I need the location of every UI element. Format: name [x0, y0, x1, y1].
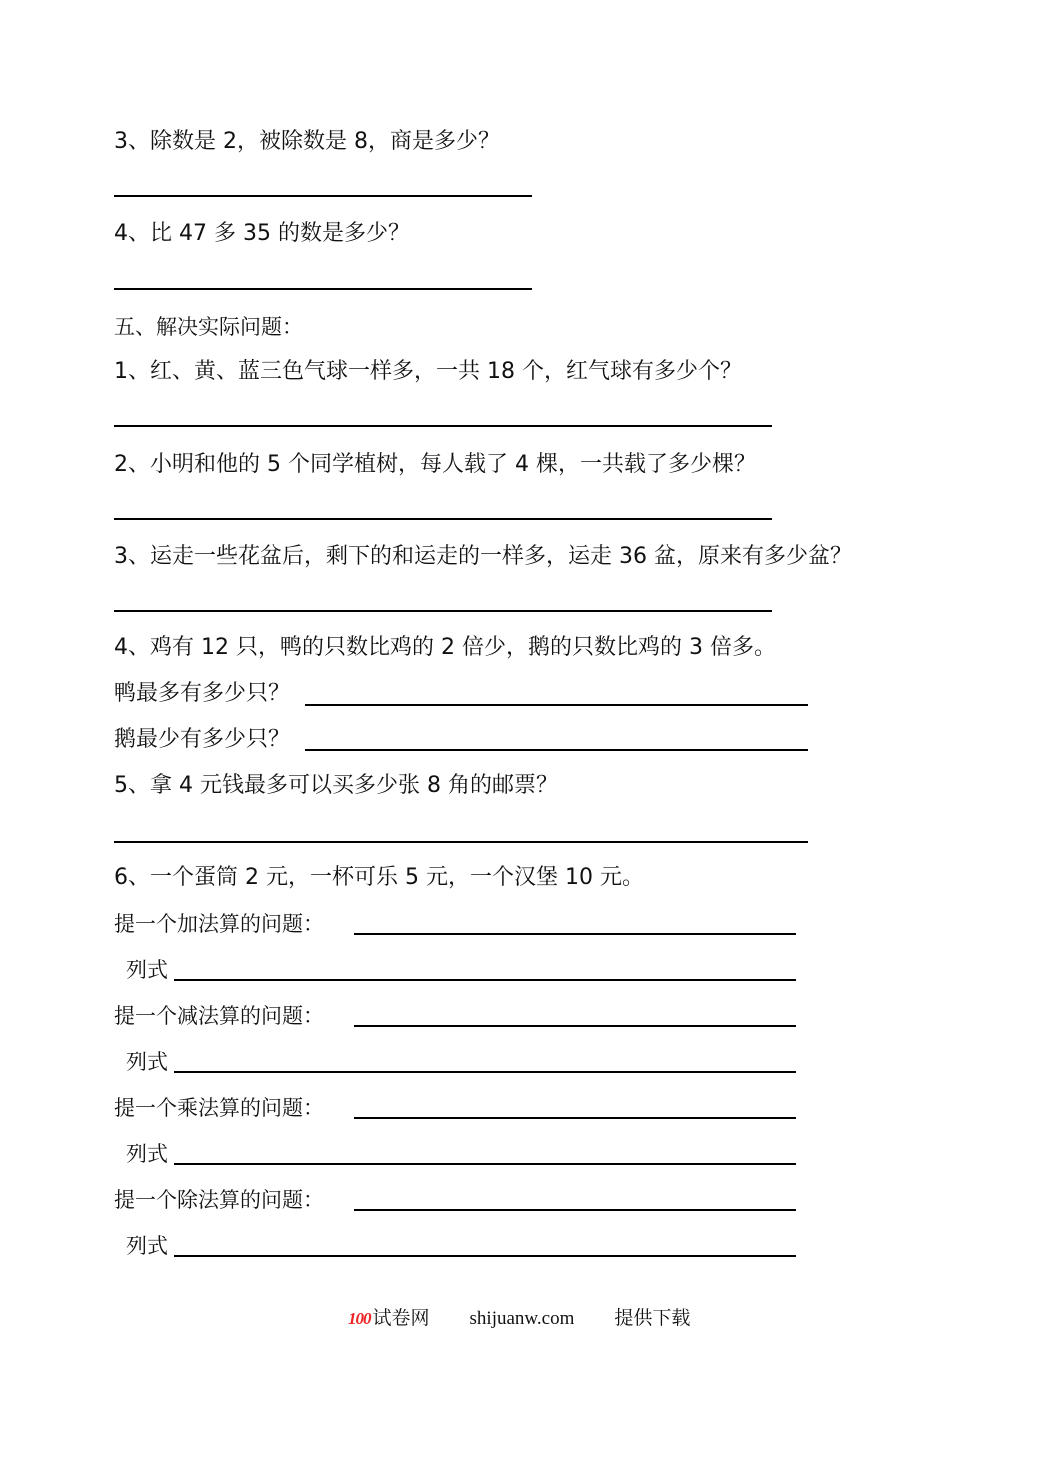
prompt-subtract: 提一个减法算的问题： [114, 1004, 324, 1028]
prompt-divide: 提一个除法算的问题： [114, 1188, 324, 1212]
answer-line [114, 841, 808, 843]
answer-line [354, 1209, 796, 1211]
answer-line [174, 1071, 796, 1073]
answer-line [305, 704, 808, 706]
formula-label: 列式 [126, 1234, 168, 1258]
answer-line [114, 425, 772, 427]
answer-line [114, 288, 532, 290]
answer-line [114, 195, 532, 197]
question-5-4-goose: 鹅最少有多少只？ [114, 727, 291, 752]
question-4-3: 3、除数是 2，被除数是 8，商是多少？ [114, 129, 500, 154]
answer-line [354, 1025, 796, 1027]
question-5-2: 2、小明和他的 5 个同学植树，每人载了 4 棵，一共载了多少棵？ [114, 452, 756, 477]
section-5-heading: 五、解决实际问题： [114, 315, 303, 339]
answer-line [114, 518, 772, 520]
prompt-add: 提一个加法算的问题： [114, 912, 324, 936]
question-5-5: 5、拿 4 元钱最多可以买多少张 8 角的邮票？ [114, 773, 558, 798]
prompt-multiply: 提一个乘法算的问题： [114, 1096, 324, 1120]
answer-line [354, 1117, 796, 1119]
footer-site-url[interactable]: shijuanw.com [469, 1308, 575, 1329]
question-5-3: 3、运走一些花盆后，剩下的和运走的一样多，运走 36 盆，原来有多少盆？ [114, 544, 852, 569]
formula-label: 列式 [126, 1050, 168, 1074]
footer-brand: 试卷网 [372, 1308, 430, 1329]
answer-line [174, 1163, 796, 1165]
question-5-4: 4、鸡有 12 只，鸭的只数比鸡的 2 倍少，鹅的只数比鸡的 3 倍多。 [114, 635, 776, 660]
question-5-6: 6、一个蛋筒 2 元，一杯可乐 5 元，一个汉堡 10 元。 [114, 865, 644, 890]
formula-label: 列式 [126, 958, 168, 982]
question-5-1: 1、红、黄、蓝三色气球一样多，一共 18 个，红气球有多少个？ [114, 359, 742, 384]
answer-line [114, 610, 772, 612]
footer-download-text: 提供下载 [614, 1308, 691, 1329]
answer-line [305, 749, 808, 751]
footer [348, 1306, 690, 1332]
question-4-4: 4、比 47 多 35 的数是多少？ [114, 221, 410, 246]
answer-line [174, 979, 796, 981]
answer-line [354, 933, 796, 935]
formula-label: 列式 [126, 1142, 168, 1166]
question-5-4-duck: 鸭最多有多少只？ [114, 681, 291, 706]
site-logo: 100 [348, 1309, 371, 1328]
answer-line [174, 1255, 796, 1257]
